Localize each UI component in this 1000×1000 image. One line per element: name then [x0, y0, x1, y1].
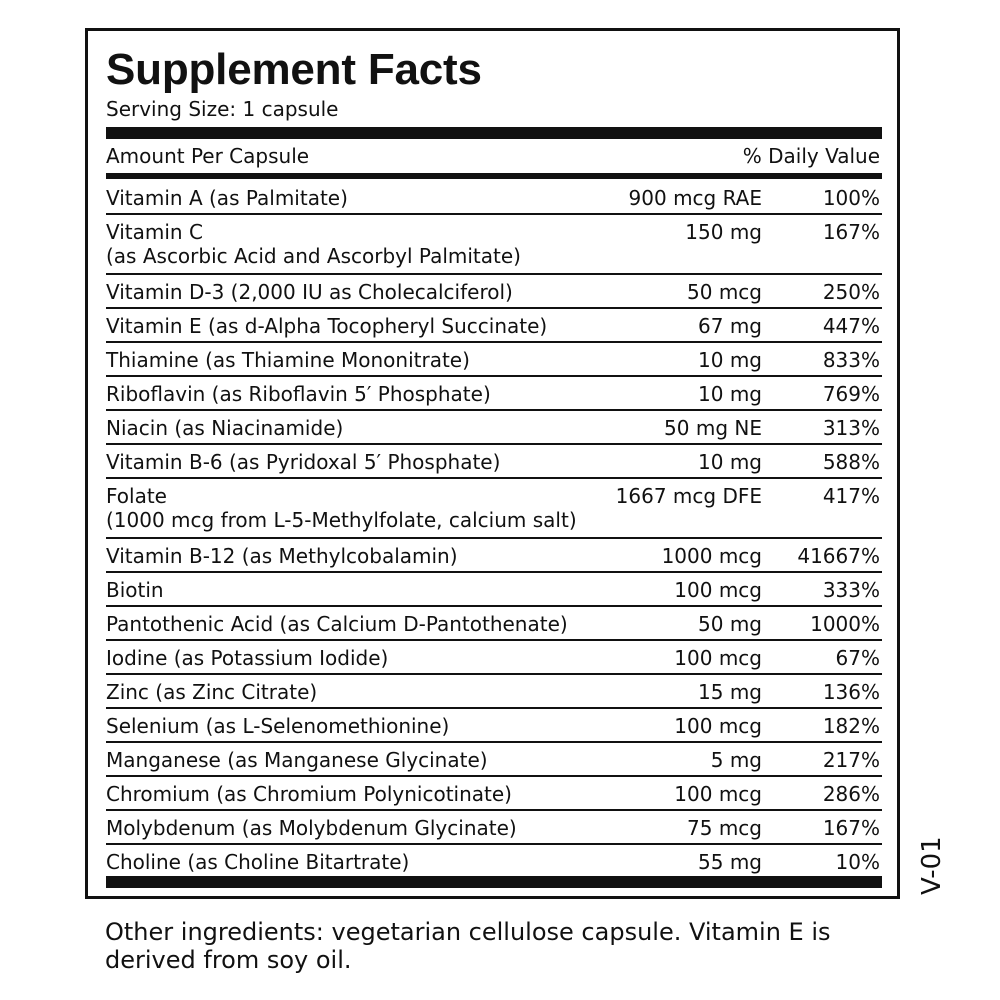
nutrient-name	[106, 220, 521, 268]
nutrient-row	[106, 811, 882, 845]
nutrient-daily-value: 67%	[835, 646, 880, 670]
nutrient-name-line: Pantothenic Acid (as Calcium D-Pantothenate)	[106, 612, 568, 636]
nutrient-name-line: Zinc (as Zinc Citrate)	[106, 680, 318, 704]
nutrient-row	[106, 777, 882, 811]
nutrient-name-line: Vitamin B-12 (as Methylcobalamin)	[106, 544, 458, 568]
nutrient-name	[106, 280, 513, 304]
nutrient-name	[106, 382, 491, 406]
divider-medium	[106, 173, 882, 179]
divider-thick-bottom	[106, 876, 882, 888]
nutrient-name	[106, 544, 458, 568]
nutrient-row	[106, 215, 882, 275]
nutrient-row	[106, 641, 882, 675]
nutrient-amount: 1000 mcg	[661, 544, 762, 568]
nutrient-name-line: Thiamine (as Thiamine Mononitrate)	[106, 348, 470, 372]
nutrient-row	[106, 479, 882, 539]
nutrient-row	[106, 343, 882, 377]
nutrient-amount: 900 mcg RAE	[628, 186, 762, 210]
nutrient-row	[106, 709, 882, 743]
nutrient-name	[106, 484, 577, 532]
nutrient-name	[106, 186, 348, 210]
nutrient-name	[106, 782, 512, 806]
nutrient-daily-value: 333%	[822, 578, 880, 602]
nutrient-name	[106, 850, 409, 874]
other-ingredients: Other ingredients: vegetarian cellulose capsule. Vitamin E is derived from soy oil.	[105, 918, 831, 974]
nutrient-name	[106, 816, 517, 840]
nutrient-name-line: Niacin (as Niacinamide)	[106, 416, 344, 440]
nutrient-amount: 100 mcg	[674, 578, 762, 602]
nutrient-name-line: Biotin	[106, 578, 164, 602]
nutrient-name	[106, 348, 470, 372]
nutrient-daily-value: 769%	[822, 382, 880, 406]
nutrient-name	[106, 578, 164, 602]
nutrient-row	[106, 445, 882, 479]
nutrient-row	[106, 275, 882, 309]
nutrient-amount: 10 mg	[698, 450, 762, 474]
nutrient-daily-value: 833%	[822, 348, 880, 372]
nutrient-daily-value: 588%	[822, 450, 880, 474]
nutrient-source-line: (1000 mcg from L-5-Methylfolate, calcium salt)	[106, 508, 577, 532]
panel-title: Supplement Facts	[106, 45, 482, 94]
nutrient-daily-value: 1000%	[810, 612, 880, 636]
divider-thick-top	[106, 127, 882, 139]
nutrient-row	[106, 539, 882, 573]
nutrient-amount: 10 mg	[698, 382, 762, 406]
nutrient-source-line: (as Ascorbic Acid and Ascorbyl Palmitate)	[106, 244, 521, 268]
nutrient-name-line: Molybdenum (as Molybdenum Glycinate)	[106, 816, 517, 840]
nutrient-amount: 100 mcg	[674, 782, 762, 806]
nutrient-name-line: Vitamin D-3 (2,000 IU as Cholecalciferol)	[106, 280, 513, 304]
nutrient-amount: 50 mg	[698, 612, 762, 636]
nutrient-name-line: Riboflavin (as Riboflavin 5′ Phosphate)	[106, 382, 491, 406]
nutrient-amount: 100 mcg	[674, 646, 762, 670]
nutrient-name-line: Vitamin E (as d-Alpha Tocopheryl Succinate)	[106, 314, 548, 338]
nutrient-name	[106, 416, 343, 440]
nutrient-daily-value: 41667%	[797, 544, 880, 568]
nutrient-amount: 55 mg	[698, 850, 762, 874]
amount-per-capsule-header: Amount Per Capsule	[106, 144, 310, 168]
nutrient-row	[106, 309, 882, 343]
nutrient-row	[106, 607, 882, 641]
nutrient-daily-value: 447%	[822, 314, 880, 338]
nutrient-daily-value: 10%	[835, 850, 880, 874]
nutrient-amount: 5 mg	[710, 748, 762, 772]
nutrient-row	[106, 377, 882, 411]
nutrient-daily-value: 417%	[822, 484, 880, 508]
nutrient-daily-value: 217%	[822, 748, 880, 772]
daily-value-header: % Daily Value	[742, 144, 880, 168]
nutrient-amount: 10 mg	[698, 348, 762, 372]
nutrient-row	[106, 743, 882, 777]
nutrient-name	[106, 612, 568, 636]
nutrient-name-line: Manganese (as Manganese Glycinate)	[106, 748, 488, 772]
nutrient-daily-value: 100%	[822, 186, 880, 210]
nutrient-amount: 50 mg NE	[664, 416, 762, 440]
nutrient-daily-value: 182%	[822, 714, 880, 738]
nutrient-row	[106, 411, 882, 445]
supplement-facts-panel	[85, 28, 900, 899]
nutrient-name	[106, 714, 449, 738]
nutrient-row	[106, 181, 882, 215]
nutrient-name-line: Vitamin C	[106, 220, 203, 244]
nutrient-name-line: Selenium (as L-Selenomethionine)	[106, 714, 450, 738]
nutrient-list	[106, 181, 882, 877]
column-header	[106, 142, 882, 172]
nutrient-name	[106, 646, 388, 670]
nutrient-daily-value: 167%	[822, 220, 880, 244]
nutrient-name-line: Vitamin A (as Palmitate)	[106, 186, 348, 210]
nutrient-name-line: Chromium (as Chromium Polynicotinate)	[106, 782, 512, 806]
nutrient-amount: 67 mg	[698, 314, 762, 338]
nutrient-name	[106, 450, 500, 474]
nutrient-name-line: Iodine (as Potassium Iodide)	[106, 646, 389, 670]
version-code: V-01	[917, 836, 947, 895]
nutrient-row	[106, 573, 882, 607]
nutrient-amount: 1667 mcg DFE	[615, 484, 762, 508]
nutrient-amount: 50 mcg	[687, 280, 762, 304]
nutrient-daily-value: 250%	[822, 280, 880, 304]
nutrient-amount: 15 mg	[698, 680, 762, 704]
nutrient-row	[106, 845, 882, 877]
nutrient-name	[106, 314, 547, 338]
nutrient-daily-value: 286%	[822, 782, 880, 806]
nutrient-amount: 75 mcg	[687, 816, 762, 840]
nutrient-name	[106, 680, 317, 704]
nutrient-amount: 150 mg	[685, 220, 762, 244]
nutrient-amount: 100 mcg	[674, 714, 762, 738]
nutrient-name-line: Vitamin B-6 (as Pyridoxal 5′ Phosphate)	[106, 450, 501, 474]
nutrient-row	[106, 675, 882, 709]
nutrient-name-line: Choline (as Choline Bitartrate)	[106, 850, 410, 874]
serving-size: Serving Size: 1 capsule	[106, 97, 339, 121]
nutrient-daily-value: 136%	[822, 680, 880, 704]
nutrient-name-line: Folate	[106, 484, 167, 508]
nutrient-daily-value: 313%	[822, 416, 880, 440]
nutrient-name	[106, 748, 488, 772]
nutrient-daily-value: 167%	[822, 816, 880, 840]
